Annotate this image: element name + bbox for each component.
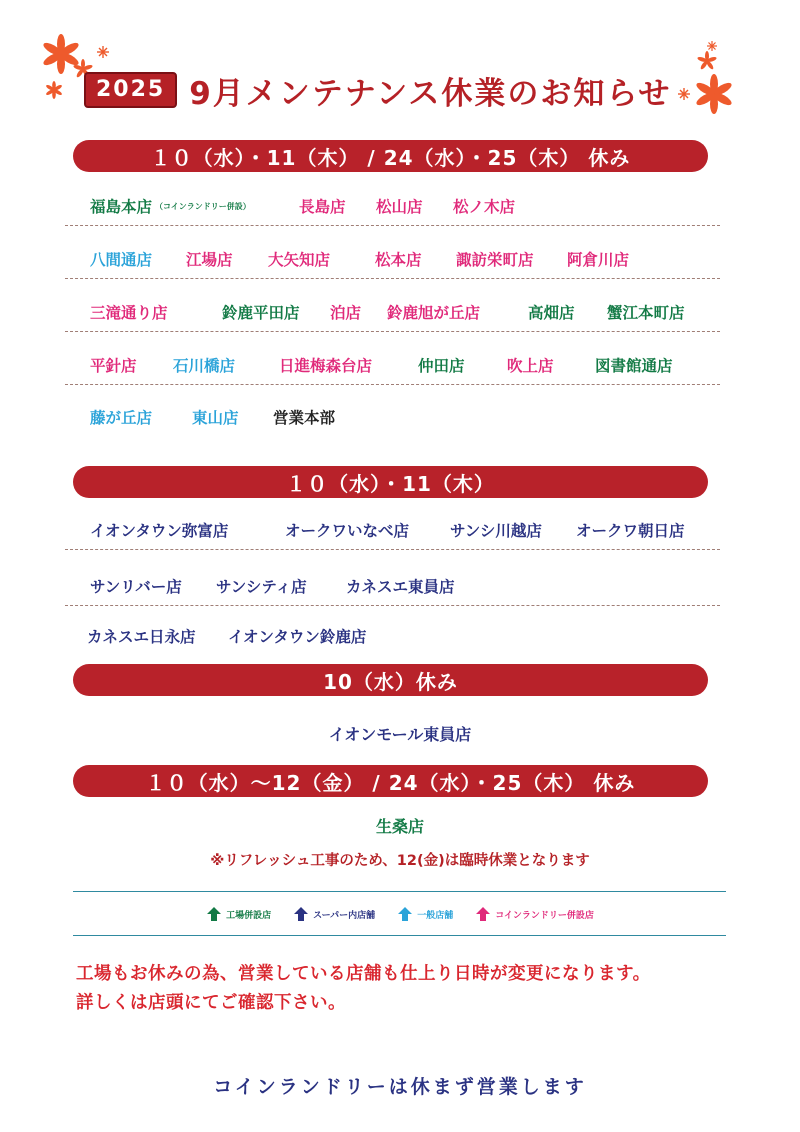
notice-line-1: 工場もお休みの為、営業している店舗も仕上り日時が変更になります。 — [76, 964, 651, 984]
sparkle-decoration-right — [676, 86, 692, 102]
store-sun-river: サンリバー店 — [90, 578, 182, 596]
legend-general: 一般店舗 — [397, 906, 453, 922]
store-fukushima-honten: 福島本店 $^{(コインランドリー併設)}$ — [90, 198, 251, 216]
store-fukiage: 吹上店 — [507, 357, 554, 375]
store-kanie-honmachi: 蟹江本町店 — [607, 304, 685, 322]
store-aeontown-suzuka: イオンタウン鈴鹿店 — [228, 628, 367, 646]
store-hachikendori: 八間通店 — [90, 251, 153, 269]
section-1-row-2 — [65, 238, 720, 279]
store-sun-city: サンシティ店 — [216, 578, 307, 596]
store-takabata: 高畑店 — [528, 304, 575, 322]
store-oyachi: 大矢知店 — [268, 251, 331, 269]
store-okuwa-asahi: オークワ朝日店 — [576, 522, 685, 540]
store-kanesue-hinaga: カネスエ日永店 — [87, 628, 196, 646]
footer-message: コインランドリーは休まず営業します — [213, 1076, 587, 1098]
store-ishikawabashi: 石川橋店 — [173, 357, 236, 375]
legend-bottom-divider — [73, 935, 726, 936]
section-1-band: １０（水）・11（木） / 24（水）・25（木） 休み — [73, 140, 708, 172]
store-matsuyama: 松山店 — [376, 198, 423, 216]
store-sanshi-kawagoe: サンシ川越店 — [450, 522, 542, 540]
legend-coin-laundry: コインランドリー併設店 — [475, 906, 594, 922]
sparkle-decoration-right-top — [706, 40, 718, 52]
legend-supermarket: スーパー内店舗 — [293, 906, 375, 922]
sparkle-decoration — [95, 44, 111, 60]
flower-decoration-left-tiny — [44, 80, 64, 100]
notice-block — [76, 960, 651, 1018]
store-matsumoto: 松本店 — [375, 251, 422, 269]
store-nakata: 仲田店 — [418, 357, 465, 375]
store-fujigaoka: 藤が丘店 — [90, 409, 153, 427]
section-1-row-4 — [65, 344, 720, 385]
store-nagashima: 長島店 — [299, 198, 346, 216]
section-2-row-2 — [65, 565, 720, 606]
store-suzuka-hirata: 鈴鹿平田店 — [222, 304, 300, 322]
store-mitakidori: 三滝通り店 — [90, 304, 168, 322]
sales-headquarters: 営業本部 — [273, 409, 336, 427]
notice-line-2: 詳しくは店頭にてご確認下さい。 — [76, 993, 346, 1013]
section-2-band: １０（水）・11（木） — [73, 466, 708, 498]
title-text: 9月メンテナンス休業のお知らせ — [189, 75, 672, 112]
section-2-row-1 — [65, 509, 720, 550]
store-toshokandori: 図書館通店 — [595, 357, 673, 375]
store-suzuka-asahigaoka: 鈴鹿旭が丘店 — [387, 304, 481, 322]
up-arrow-icon — [397, 906, 413, 922]
up-arrow-icon — [206, 906, 222, 922]
section-2-row-3 — [65, 615, 720, 655]
up-arrow-icon — [475, 906, 491, 922]
store-aeontown-yatomi: イオンタウン弥富店 — [90, 522, 229, 540]
store-hirabari: 平針店 — [90, 357, 137, 375]
store-eba: 江場店 — [186, 251, 233, 269]
legend-top-divider — [73, 891, 726, 892]
store-matsunoki: 松ノ木店 — [453, 198, 516, 216]
store-akuragawa: 阿倉川店 — [567, 251, 630, 269]
store-suwa-sakaemachi: 諏訪栄町店 — [456, 251, 534, 269]
legend — [0, 906, 800, 922]
store-aeonmall-toin: イオンモール東員店 — [328, 725, 472, 744]
store-tomari: 泊店 — [330, 304, 362, 322]
year-badge: 2025 — [84, 72, 177, 108]
store-nisshin-umemoridai: 日進梅森台店 — [279, 357, 373, 375]
flower-decoration-right-small — [696, 50, 718, 72]
page-title — [84, 62, 671, 118]
section-4-band: １０（水）～12（金） / 24（水）・25（木） 休み — [73, 765, 708, 797]
store-ikuwa: 生桑店 — [375, 817, 424, 836]
section-1-row-5 — [65, 396, 720, 436]
store-kanesue-toin: カネスエ東員店 — [346, 578, 455, 596]
store-okuwa-inabe: オークワいなべ店 — [285, 522, 410, 540]
up-arrow-icon — [293, 906, 309, 922]
flower-decoration-right-large — [692, 72, 736, 116]
renovation-note: ※リフレッシュ工事のため、12(金)は臨時休業となります — [210, 853, 590, 869]
section-1-row-3 — [65, 291, 720, 332]
store-higashiyama: 東山店 — [192, 409, 239, 427]
legend-factory: 工場併設店 — [206, 906, 271, 922]
section-1-row-1 — [65, 185, 720, 226]
section-3-band: 10（水）休み — [73, 664, 708, 696]
